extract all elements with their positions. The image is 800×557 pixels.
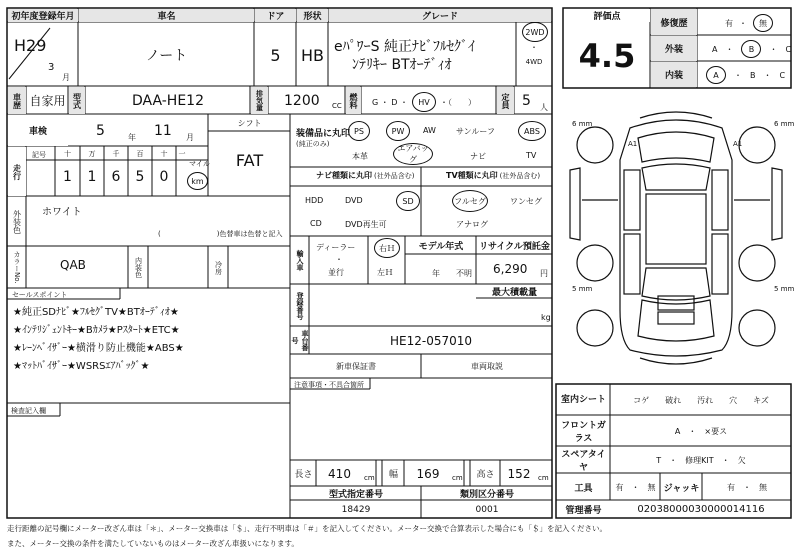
shift-label: シフト xyxy=(237,118,262,128)
score-label: 評価点 xyxy=(564,9,650,22)
interior-color-label: 内装色 xyxy=(134,257,143,278)
width-label: 幅 xyxy=(388,470,398,480)
digit-header-2: 万 xyxy=(88,149,96,158)
sales-point-line-1: ★純正SDﾅﾋﾞ★ﾌﾙｾｸﾞTV★BTｵｰﾃﾞｨｵ★ xyxy=(13,307,179,318)
tire-front-left xyxy=(577,127,613,163)
tire-depth-front-right: 6 mm xyxy=(774,120,795,128)
model-year-label: モデル年式 xyxy=(418,242,464,252)
sales-point-line-3: ★ﾚｰﾝﾍﾞｲｻﾞｰ★横滑り防止機能★ABS★ xyxy=(13,343,184,354)
equipment-label: 装備品に丸印 xyxy=(296,129,351,139)
equipment-label-sub: (純正のみ) xyxy=(296,140,330,148)
inspector-label: 検査記入欄 xyxy=(11,407,46,415)
tv-header-sub: (社外品含む) xyxy=(499,171,541,180)
car-damage-diagram xyxy=(560,100,795,380)
navi-header xyxy=(316,170,414,181)
doors-label: ドア xyxy=(255,9,296,22)
car-roof xyxy=(646,194,706,264)
car-spare-area xyxy=(658,312,694,324)
import-parallel: 並行 xyxy=(328,268,344,277)
car-hood xyxy=(638,132,714,162)
damage-mark-a1-right: A1 xyxy=(733,140,743,148)
tire-depth-front-left: 6 mm xyxy=(572,120,593,128)
car-door-front-right xyxy=(712,170,728,230)
digit-header-5: 十 xyxy=(160,149,168,158)
digit-header-6: 一 xyxy=(178,149,186,158)
mileage-digit: 0 xyxy=(159,169,169,185)
tire-depth-rear-left: 5 mm xyxy=(572,285,593,293)
spare-items: T ・ 修理KIT ・ 欠 xyxy=(656,455,746,465)
equip-tv: TV xyxy=(526,151,537,160)
exterior-grade-c: C xyxy=(785,44,792,54)
displacement-unit: CC xyxy=(332,102,342,110)
chassis-number: HE12-057010 xyxy=(389,333,472,348)
inspection-month-unit: 月 xyxy=(186,133,194,142)
inspection-label: 車検 xyxy=(8,115,68,146)
score-value: 4.5 xyxy=(578,36,636,75)
navi-sd-selected: SD xyxy=(396,191,420,211)
car-door-front-left xyxy=(624,170,640,230)
width-unit: cm xyxy=(452,474,463,482)
digit-header-symbol: 記号 xyxy=(32,151,46,159)
height-unit: cm xyxy=(538,474,549,482)
sales-point-line-4: ★ﾏｯﾄﾊﾞｲｻﾞｰ★WSRSｴｱﾊﾞｯｸﾞ★ xyxy=(13,361,150,372)
exterior-dot-1: ・ xyxy=(725,44,734,54)
fuel-other: ・（ ） xyxy=(440,97,476,107)
seat-label: 室内シート xyxy=(560,394,606,405)
type-designation: 18429 xyxy=(341,504,371,515)
equip-ps-selected: PS xyxy=(348,121,370,141)
exterior-dot-2: ・ xyxy=(769,44,778,54)
capacity-label: 定員 xyxy=(497,87,514,114)
sales-points-label: セールスポイント xyxy=(12,291,68,299)
navi-dvd: DVD xyxy=(345,196,363,205)
capacity: 5 xyxy=(522,93,531,109)
repair-yes: 有 xyxy=(725,18,733,28)
jack-label: ジャッキ xyxy=(663,483,700,494)
displacement: 1200 xyxy=(284,93,320,109)
recycle-unit: 円 xyxy=(540,269,548,278)
displacement-label: 排気量 xyxy=(251,87,268,114)
interior-label: 内装 xyxy=(651,62,697,87)
handle-right-selected: 右Ｈ xyxy=(374,238,400,258)
tv-oneseg: ワンセグ xyxy=(510,197,542,206)
first-reg-month: 3 xyxy=(48,62,55,73)
tv-header-text: TV種類に丸印 xyxy=(446,171,498,180)
km-selected: km xyxy=(187,172,208,190)
width-value: 169 xyxy=(416,466,440,481)
reg-number-label: 登録番号 xyxy=(296,291,304,320)
import-dealer: ディーラー xyxy=(316,243,356,252)
equip-aw: AW xyxy=(423,126,436,135)
windshield-items: A ・ ×要ス xyxy=(674,426,728,436)
seat-items: コゲ 破れ 汚れ 穴 キズ xyxy=(633,395,769,405)
exterior-grade-a: A xyxy=(712,44,718,54)
footer-line-2: また、メーター交換の条件を満たしていないものはメーター改ざん車扱いになります。 xyxy=(7,539,299,548)
jack-items: 有 ・ 無 xyxy=(727,482,767,492)
car-rear-bumper xyxy=(640,358,712,364)
shape: HB xyxy=(300,45,324,65)
mile-label: マイル xyxy=(189,160,210,168)
inspection-month: 11 xyxy=(154,123,172,139)
color-code: QAB xyxy=(60,258,86,272)
grade-line-2: ﾝﾃﾘｷｰ BTｵｰﾃﾞｨｵ xyxy=(352,57,452,73)
exterior-grade-b-selected: B xyxy=(741,40,761,58)
car-name-label: 車名 xyxy=(79,9,254,22)
refrigerator-label: 冷房 xyxy=(214,260,223,275)
drive-dot: ・ xyxy=(530,43,538,52)
handle-left: 左Ｈ xyxy=(377,268,393,277)
equip-pw-selected: PW xyxy=(386,121,410,141)
shift: FAT xyxy=(235,150,264,170)
equip-airbag-selected: エアバッグ xyxy=(393,143,433,165)
drive-4wd: 4WD xyxy=(525,58,543,66)
interior-grade-c: C xyxy=(779,70,786,80)
shape-label: 形状 xyxy=(297,9,328,22)
inspection-year: 5 xyxy=(96,123,105,139)
navi-hdd: HDD xyxy=(305,196,324,205)
grade-line-1: eﾊﾟﾜｰS 純正ﾅﾋﾞﾌﾙｾｸﾞｲ xyxy=(334,39,475,55)
equip-abs-selected: ABS xyxy=(518,121,546,141)
type-designation-label: 型式指定番号 xyxy=(328,490,383,500)
capacity-unit: 人 xyxy=(540,103,548,112)
tire-spare-right xyxy=(739,310,775,346)
fuel-label: 燃料 xyxy=(346,87,361,114)
fuel-hv-selected: HV xyxy=(412,92,436,112)
navi-cd: CD xyxy=(310,219,322,228)
vehicle-manual: 車両取説 xyxy=(471,362,503,371)
interior-grade-a-selected: A xyxy=(706,66,726,84)
color-label: 外装色 xyxy=(12,209,22,234)
car-front-bumper xyxy=(640,112,712,118)
chassis-label: 車台番号 xyxy=(291,330,309,351)
mileage-digit: 6 xyxy=(111,169,121,185)
model-label: 型式 xyxy=(69,87,85,114)
tire-depth-rear-right: 5 mm xyxy=(774,285,795,293)
height-value: 152 xyxy=(507,466,531,481)
navi-header-text: ナビ種類に丸印 xyxy=(316,171,372,180)
mileage-label: 走行 xyxy=(8,147,26,196)
color-change-note: ( )色替車は色替と記入 xyxy=(158,230,283,238)
fuel-gd: G ・ D ・ xyxy=(372,97,408,107)
digit-header-3: 千 xyxy=(112,149,120,158)
footer-line-1: 走行距離の記号欄にメーター改ざん車は「＊」、メーター交換車は「＄」、走行不明車は「＃」を記入してください。メーター交換で合算表示した場合にも「＄」を記入ください。 xyxy=(7,524,607,533)
model-year-unit: 年 xyxy=(432,269,440,278)
drive-2wd-selected: 2WD xyxy=(522,22,548,42)
exterior-grades xyxy=(712,40,791,58)
car-trunk xyxy=(638,300,714,341)
new-car-warranty: 新車保証書 xyxy=(336,362,376,371)
category-number: 0001 xyxy=(475,504,499,515)
length-unit: cm xyxy=(364,474,375,482)
length-value: 410 xyxy=(328,466,351,481)
interior-dot-2: ・ xyxy=(763,70,772,80)
recycle-amount: 6,290 xyxy=(493,262,528,276)
car-body-outline xyxy=(620,120,732,356)
model: DAA-HE12 xyxy=(131,92,204,109)
tire-spare-left xyxy=(577,310,613,346)
interior-grade-b: B xyxy=(750,70,756,80)
max-load-unit: kg xyxy=(541,313,551,322)
import-label: 輸入車 xyxy=(296,250,304,271)
tire-rear-right xyxy=(739,245,775,281)
repair-no-selected: 無 xyxy=(753,14,773,32)
car-name: ノート xyxy=(145,48,188,64)
spare-label: スペアタイヤ xyxy=(561,450,606,473)
grade-label: グレード xyxy=(329,9,551,22)
car-windshield xyxy=(642,164,710,190)
usage-label: 車歴 xyxy=(8,87,26,114)
color-value: ホワイト xyxy=(42,207,82,218)
usage: 自家用 xyxy=(29,94,66,108)
control-label: 管理番号 xyxy=(565,506,602,516)
recycle-label: リサイクル預託金 xyxy=(479,242,550,252)
car-door-rear-left xyxy=(624,234,640,294)
tire-front-right xyxy=(739,127,775,163)
import-dot: ・ xyxy=(335,255,343,264)
equip-leather: 本革 xyxy=(352,152,368,161)
mileage-digit: 1 xyxy=(87,169,97,185)
month-unit: 月 xyxy=(62,73,70,82)
mileage-digit: 1 xyxy=(63,169,72,185)
model-year-unknown: 不明 xyxy=(456,269,472,278)
car-door-rear-right xyxy=(712,234,728,294)
navi-dvd-play: DVD再生可 xyxy=(345,220,387,229)
category-label: 類別区分番号 xyxy=(459,490,514,500)
first-reg-label: 初年度登録年月 xyxy=(8,9,78,22)
first-reg-era: H29 xyxy=(14,36,47,55)
car-side-right xyxy=(772,168,782,240)
doors: 5 xyxy=(270,45,281,65)
damage-mark-a1-left: A1 xyxy=(628,140,638,148)
tools-label: 工具 xyxy=(574,483,593,494)
fuel-options xyxy=(372,92,476,112)
interior-grades xyxy=(706,66,785,84)
repair-label: 修復歴 xyxy=(651,9,697,35)
equip-sunroof: サンルーフ xyxy=(456,127,495,136)
repair-dot: ・ xyxy=(739,18,747,28)
notes-label: 注意事項・不具合箇所 xyxy=(294,381,364,389)
interior-dot-1: ・ xyxy=(734,70,742,80)
tv-analog: アナログ xyxy=(456,220,488,229)
car-rear-window xyxy=(642,268,710,300)
digit-header-4: 百 xyxy=(136,149,144,158)
tire-rear-left xyxy=(577,245,613,281)
equip-navi: ナビ xyxy=(470,152,486,161)
max-load-label: 最大積載量 xyxy=(491,288,537,298)
windshield-label: フロントガラス xyxy=(561,421,606,444)
height-label: 高さ xyxy=(476,470,495,480)
repair-options xyxy=(725,14,773,32)
control-number: 02038000030000014116 xyxy=(637,504,765,515)
mileage-digit: 5 xyxy=(135,169,145,185)
tv-fullseg-selected: フルセグ xyxy=(452,190,488,212)
exterior-label: 外装 xyxy=(651,36,697,61)
length-label: 長さ xyxy=(294,470,313,480)
navi-header-sub: (社外品含む) xyxy=(374,171,415,180)
tools-items: 有 ・ 無 xyxy=(615,482,656,492)
digit-header-1: 十 xyxy=(64,149,71,158)
inspection-year-unit: 年 xyxy=(128,133,136,142)
sales-point-line-2: ★ｲﾝﾃﾘｼﾞｪﾝﾄｷｰ★Bｶﾒﾗ★Pｽﾀｰﾄ★ETC★ xyxy=(13,325,180,336)
car-side-left xyxy=(570,168,580,240)
color-code-label: カラーNo. xyxy=(13,251,21,284)
tv-header xyxy=(446,170,540,181)
